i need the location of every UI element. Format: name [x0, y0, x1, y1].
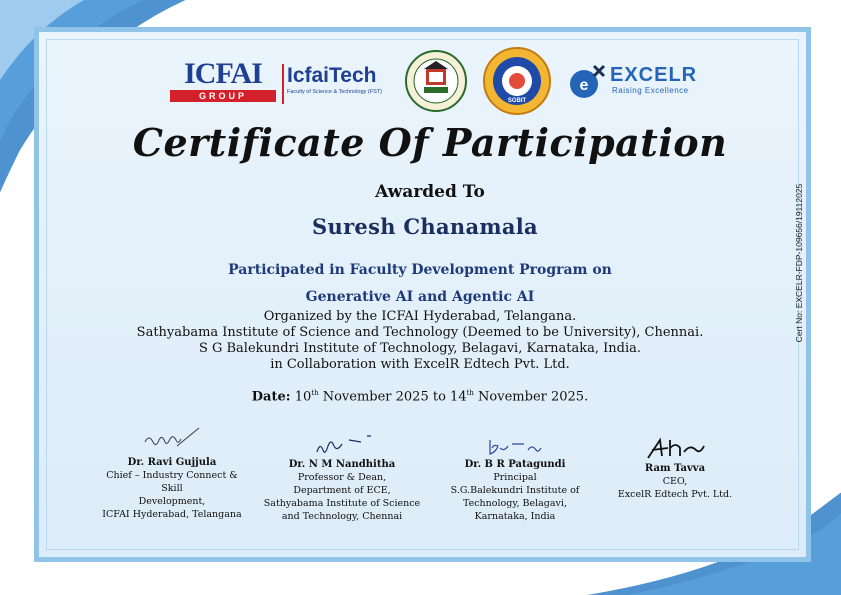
signatory-title-line: Technology, Belagavi,: [463, 498, 567, 509]
signatory-2: [262, 426, 422, 523]
icfaitech-logo: [282, 64, 390, 104]
signatory-title-line: Professor & Dean,: [297, 472, 387, 483]
participation-statement: Participated in Faculty Development Program on: [228, 262, 612, 278]
signatory-title-line: ICFAI Hyderabad, Telangana: [102, 509, 242, 520]
signature-ravi-gujjula: [137, 424, 207, 456]
certificate-number-text: Cert No: EXCELR-FDP-109656/19112025: [794, 183, 804, 343]
signatory-title-line: Chief – Industry Connect & Skill: [106, 470, 238, 494]
signatory-name: Ram Tavva: [644, 463, 706, 474]
date-to-suffix: th: [466, 389, 474, 397]
icfai-logo-subtext: GROUP: [170, 90, 276, 102]
organizer-line: S G Balekundri Institute of Technology, Belagavi, Karnataka, India.: [198, 341, 642, 356]
organizer-line: Organized by the ICFAI Hyderabad, Telangana.: [263, 309, 577, 324]
certificate-title: Certificate Of Participation: [132, 120, 728, 165]
excelr-mark-icon: [568, 62, 608, 102]
signature-nandhitha: [307, 426, 377, 458]
organizer-line: in Collaboration with ExcelR Edtech Pvt. Ltd.: [270, 357, 570, 372]
date-label: Date:: [251, 389, 291, 405]
organizers-block: [110, 309, 730, 373]
program-dates: [160, 389, 680, 404]
signatory-1: [96, 424, 248, 521]
svg-text:e: e: [579, 77, 589, 94]
date-from-suffix: th: [311, 389, 319, 397]
sgbit-seal-logo: [482, 46, 552, 116]
icfaitech-logo-subtext: Faculty of Science & Technology (FST): [287, 89, 382, 95]
signatory-title-line: and Technology, Chennai: [281, 511, 403, 522]
signatory-title-line: Karnataka, India: [474, 511, 556, 522]
signatory-title-line: Development,: [138, 496, 206, 507]
signature-patagundi: [480, 434, 550, 458]
excelr-tagline: Raising Excellence: [612, 86, 689, 95]
sathyabama-seal-logo: [404, 49, 468, 113]
signatory-title-line: ExcelR Edtech Pvt. Ltd.: [617, 489, 733, 500]
excelr-logo-text: EXCELR: [610, 64, 698, 86]
sgbit-seal-label: SGBIT: [507, 98, 527, 104]
icfaitech-logo-text: IcfaiTech: [287, 64, 377, 87]
date-to-day: 14: [450, 389, 467, 405]
logo-strip: [168, 44, 708, 114]
signatory-title-line: S.G.Balekundri Institute of: [450, 485, 580, 496]
date-from-day: 10: [294, 389, 312, 405]
signatory-name: Dr. B R Patagundi: [464, 459, 566, 470]
organizer-line: Sathyabama Institute of Science and Technology (Deemed to be University), Chennai.: [136, 325, 704, 340]
signature-ram-tavva: [640, 434, 710, 462]
icfai-group-logo: [170, 57, 276, 102]
date-from-rest: November 2025 to: [318, 389, 451, 405]
signatory-title-line: Principal: [493, 472, 537, 483]
recipient-name: Suresh Chanamala: [312, 214, 538, 239]
excelr-logo: [568, 62, 708, 102]
signatory-name: Dr. Ravi Gujjula: [127, 457, 217, 468]
date-to-rest: November 2025.: [473, 389, 589, 405]
signatory-name: Dr. N M Nandhitha: [288, 459, 396, 470]
icfai-logo-text: ICFAI: [184, 57, 262, 90]
program-name: Generative AI and Agentic AI: [305, 289, 535, 305]
signatory-3: [440, 434, 590, 523]
signatory-title-line: Department of ECE,: [293, 485, 391, 496]
awarded-to-label: Awarded To: [375, 182, 485, 202]
signatory-title-line: Sathyabama Institute of Science: [263, 498, 421, 509]
certificate-number: [788, 170, 802, 360]
signatory-4: [610, 434, 740, 501]
signatory-title-line: CEO,: [662, 476, 688, 487]
